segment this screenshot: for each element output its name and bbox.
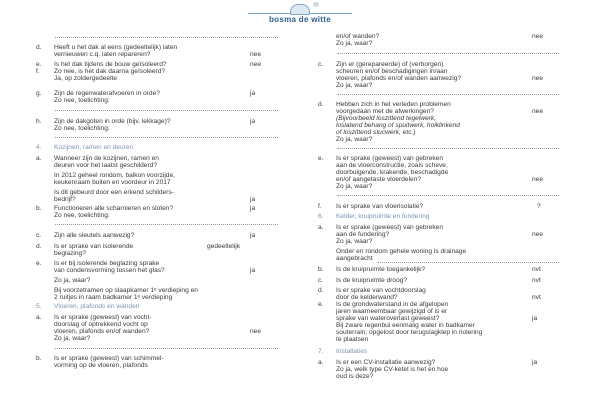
item-label: d. (318, 101, 324, 108)
item-label: d. (36, 243, 42, 250)
item-label: b. (36, 205, 42, 212)
answer-note: souterrain; opgelost door terugslagklep in riolering (336, 329, 483, 336)
question-text: doorbuigende, krakende, beschadigde (336, 169, 449, 176)
answer-note: aangebracht (336, 255, 373, 262)
item-label: e. (318, 155, 324, 162)
answer-value: nvt (532, 277, 541, 284)
question-sub: Zo ja, waar? (336, 40, 373, 47)
question-text: Is er sprake van vochtdoorslag (336, 287, 426, 294)
logo-cloud-icon (313, 2, 319, 7)
question-text: Hebben zich in het verleden problemen (336, 101, 451, 108)
answer-line (55, 137, 278, 138)
question-text: bedrijf? (54, 196, 76, 203)
company-logo (240, 0, 360, 26)
item-label: b. (36, 355, 42, 362)
question-text: Is de grondwaterstand in de afgelopen (336, 301, 449, 308)
question-text: Functioneren alle scharnieren en sloten? (54, 205, 174, 212)
answer-value: ja (250, 90, 256, 97)
question-text: Is dit gebeurd door een erkend schilders- (54, 189, 174, 196)
item-label: h. (36, 118, 42, 125)
question-example: loslatend behang of spuitwerk, holklinkend (336, 122, 460, 129)
question-text: Is er sprake van isolerende (54, 243, 134, 250)
question-text: Zo nee, is het dak daarna geïsoleerd? (54, 68, 166, 75)
question-text: vorming op de vloeren, plafonds (54, 362, 148, 369)
question-text: Zijn alle sleutels aanwezig? (54, 232, 135, 239)
section-title: Vloeren, plafonds en wanden (54, 303, 140, 310)
answer-note: te plaatsen (336, 336, 369, 343)
item-label: b. (318, 266, 324, 273)
question-text: Is er bij isolerende beglazing sprake (54, 260, 160, 267)
question-text: van condensvorming tussen het glas? (54, 267, 165, 274)
item-label: a. (36, 155, 42, 162)
question-text: Zijn er (gerepareerde) of (verborgen) (336, 61, 444, 68)
answer-value: ja (532, 315, 538, 322)
question-sub: Zo ja, welk type CV-ketel is het en hoe (336, 366, 449, 373)
answer-note: keukenraam buiten en voordeur in 2017 (54, 179, 171, 186)
item-label: c. (318, 61, 324, 68)
question-text: en/of wanden? (336, 33, 380, 40)
answer-line (337, 148, 559, 149)
question-text: scheuren en/of beschadigingen in/aan (336, 68, 448, 75)
question-sub: Zo ja, waar? (54, 335, 91, 342)
answer-value: ? (537, 203, 541, 210)
question-text: en/of aangetaste vloerdelen? (336, 176, 422, 183)
answer-value: nee (532, 75, 544, 82)
answer-line (377, 262, 559, 263)
answer-value: nee (532, 108, 544, 115)
answer-value: ja (532, 359, 538, 366)
answer-line (55, 110, 278, 111)
question-sub: Zo ja, waar? (336, 82, 373, 89)
question-example: of loszittend stucwerk, etc.) (336, 129, 416, 136)
question-text: Is er sprake (geweest) van vocht- (54, 314, 152, 321)
question-sub: Zo ja, waar? (336, 136, 373, 143)
question-text: Is er sprake van vloerisolatie? (336, 203, 424, 210)
question-text: Wanneer zijn de kozijnen, ramen en (54, 155, 159, 162)
question-sub: Zo ja, waar? (54, 277, 91, 284)
answer-note: Onder en rondom gehele woning is drainage (336, 248, 467, 255)
answer-note: In 2012 geheel rondom, balkon voorzijde, (54, 172, 175, 179)
question-text: Is er sprake (geweest) van gebreken (336, 155, 444, 162)
answer-value: nee (250, 51, 262, 58)
answer-value: gedeeltelijk (207, 243, 240, 250)
answer-line (337, 53, 559, 54)
item-label: c. (36, 232, 42, 239)
section-title: Kozijnen, ramen en deuren (54, 144, 134, 151)
answer-value: ja (250, 118, 256, 125)
answer-line (55, 348, 278, 349)
answer-value: ja (250, 205, 256, 212)
question-text: Is er sprake (geweest) van gebreken (336, 224, 444, 231)
question-sub: Zo ja, waar? (336, 183, 373, 190)
section-title: Installaties (336, 348, 368, 355)
answer-value: nvt (532, 294, 541, 301)
question-text: vernieuwen c.q. laten repareren? (54, 51, 151, 58)
question-text: vloeren, plafonds en/of wanden aanwezig? (336, 75, 462, 82)
section-number: 4. (36, 144, 42, 151)
item-label: g. (36, 90, 42, 97)
item-label: f. (318, 203, 322, 210)
answer-value: nvt (532, 266, 541, 273)
question-text: aan de vloerconstructie, zoals scheve, (336, 162, 448, 169)
question-text: Is de kruipruimte toegankelijk? (336, 266, 426, 273)
item-label: d. (36, 44, 42, 51)
answer-value: nee (250, 328, 262, 335)
question-sub: oud is deze? (336, 373, 374, 380)
question-sub: Zo nee, toelichting: (54, 97, 110, 104)
question-text: Is er een CV-installatie aanwezig? (336, 359, 436, 366)
question-sub: Zo ja, waar? (336, 238, 373, 245)
house-icon (290, 4, 310, 15)
question-text: Is de kruipruimte droog? (336, 277, 408, 284)
item-label: d. (318, 287, 324, 294)
question-text: Is het dak tijdens de bouw geïsoleerd? (54, 61, 167, 68)
answer-value: nee (250, 61, 262, 68)
item-label: e. (36, 61, 42, 68)
item-label: e. (36, 260, 42, 267)
question-text: sprake van wateroverlast geweest? (336, 315, 440, 322)
question-sub: Zo nee, toelichting: (54, 212, 110, 219)
item-label: c. (318, 277, 324, 284)
answer-value: ja (250, 267, 256, 274)
answer-note: Bij voorzetramen op slaapkamer 1ᵉ verdieping en (54, 287, 198, 294)
question-text: Zijn de regenwaterafvoeren in orde? (54, 90, 160, 97)
answer-line (55, 224, 278, 225)
section-title: Kelder, kruipruimte en fundering (336, 213, 430, 220)
answer-line (337, 94, 559, 95)
logo-text: bosma de witte (269, 15, 331, 24)
section-number: 6. (318, 213, 324, 220)
item-label: f. (36, 68, 40, 75)
question-text: Heeft u het dak al eens (gedeeltelijk) laten (54, 44, 178, 51)
question-sub: Zo nee, toelichting: (54, 125, 110, 132)
answer-value: nee (532, 33, 544, 40)
answer-line (337, 195, 559, 196)
item-label: e. (318, 301, 324, 308)
question-text: voorgedaan met de afwerkingen? (336, 108, 434, 115)
question-text: vloeren, plafonds en/of wanden? (54, 328, 150, 335)
item-label: a. (36, 314, 42, 321)
question-text: beglazing? (54, 250, 86, 257)
section-number: 5. (36, 303, 42, 310)
answer-value: nee (532, 231, 544, 238)
answer-note: Bij zware regenbui eenmalig water in badkamer (336, 322, 475, 329)
question-text: Is er sprake (geweest) van schimmel- (54, 355, 164, 362)
item-label: a. (318, 359, 324, 366)
answer-line (55, 37, 278, 38)
question-example: (Bijvoorbeeld loszittend tegelwerk, (336, 115, 437, 122)
item-label: a. (318, 224, 324, 231)
question-text: aan de fundering? (336, 231, 390, 238)
answer-value: ja (250, 196, 256, 203)
answer-value: nee (532, 176, 544, 183)
question-text: jaren waarneembaar gewijzigd of is er (336, 308, 448, 315)
question-text: door de kelderwand? (336, 294, 398, 301)
question-text: deuren voor het laatst geschilderd? (54, 162, 158, 169)
answer-note: 2 ruitjes in raam badkamer 1ᵉ verdieping (54, 294, 173, 301)
question-text: Zijn de dakgoten in orde (bijv. lekkage)? (54, 118, 171, 125)
answer-note: Ja, op zoldergedeelte (54, 75, 118, 82)
question-text: doorslag of optrekkend vocht op (54, 321, 148, 328)
section-number: 7. (318, 348, 324, 355)
answer-value: ja (250, 232, 256, 239)
